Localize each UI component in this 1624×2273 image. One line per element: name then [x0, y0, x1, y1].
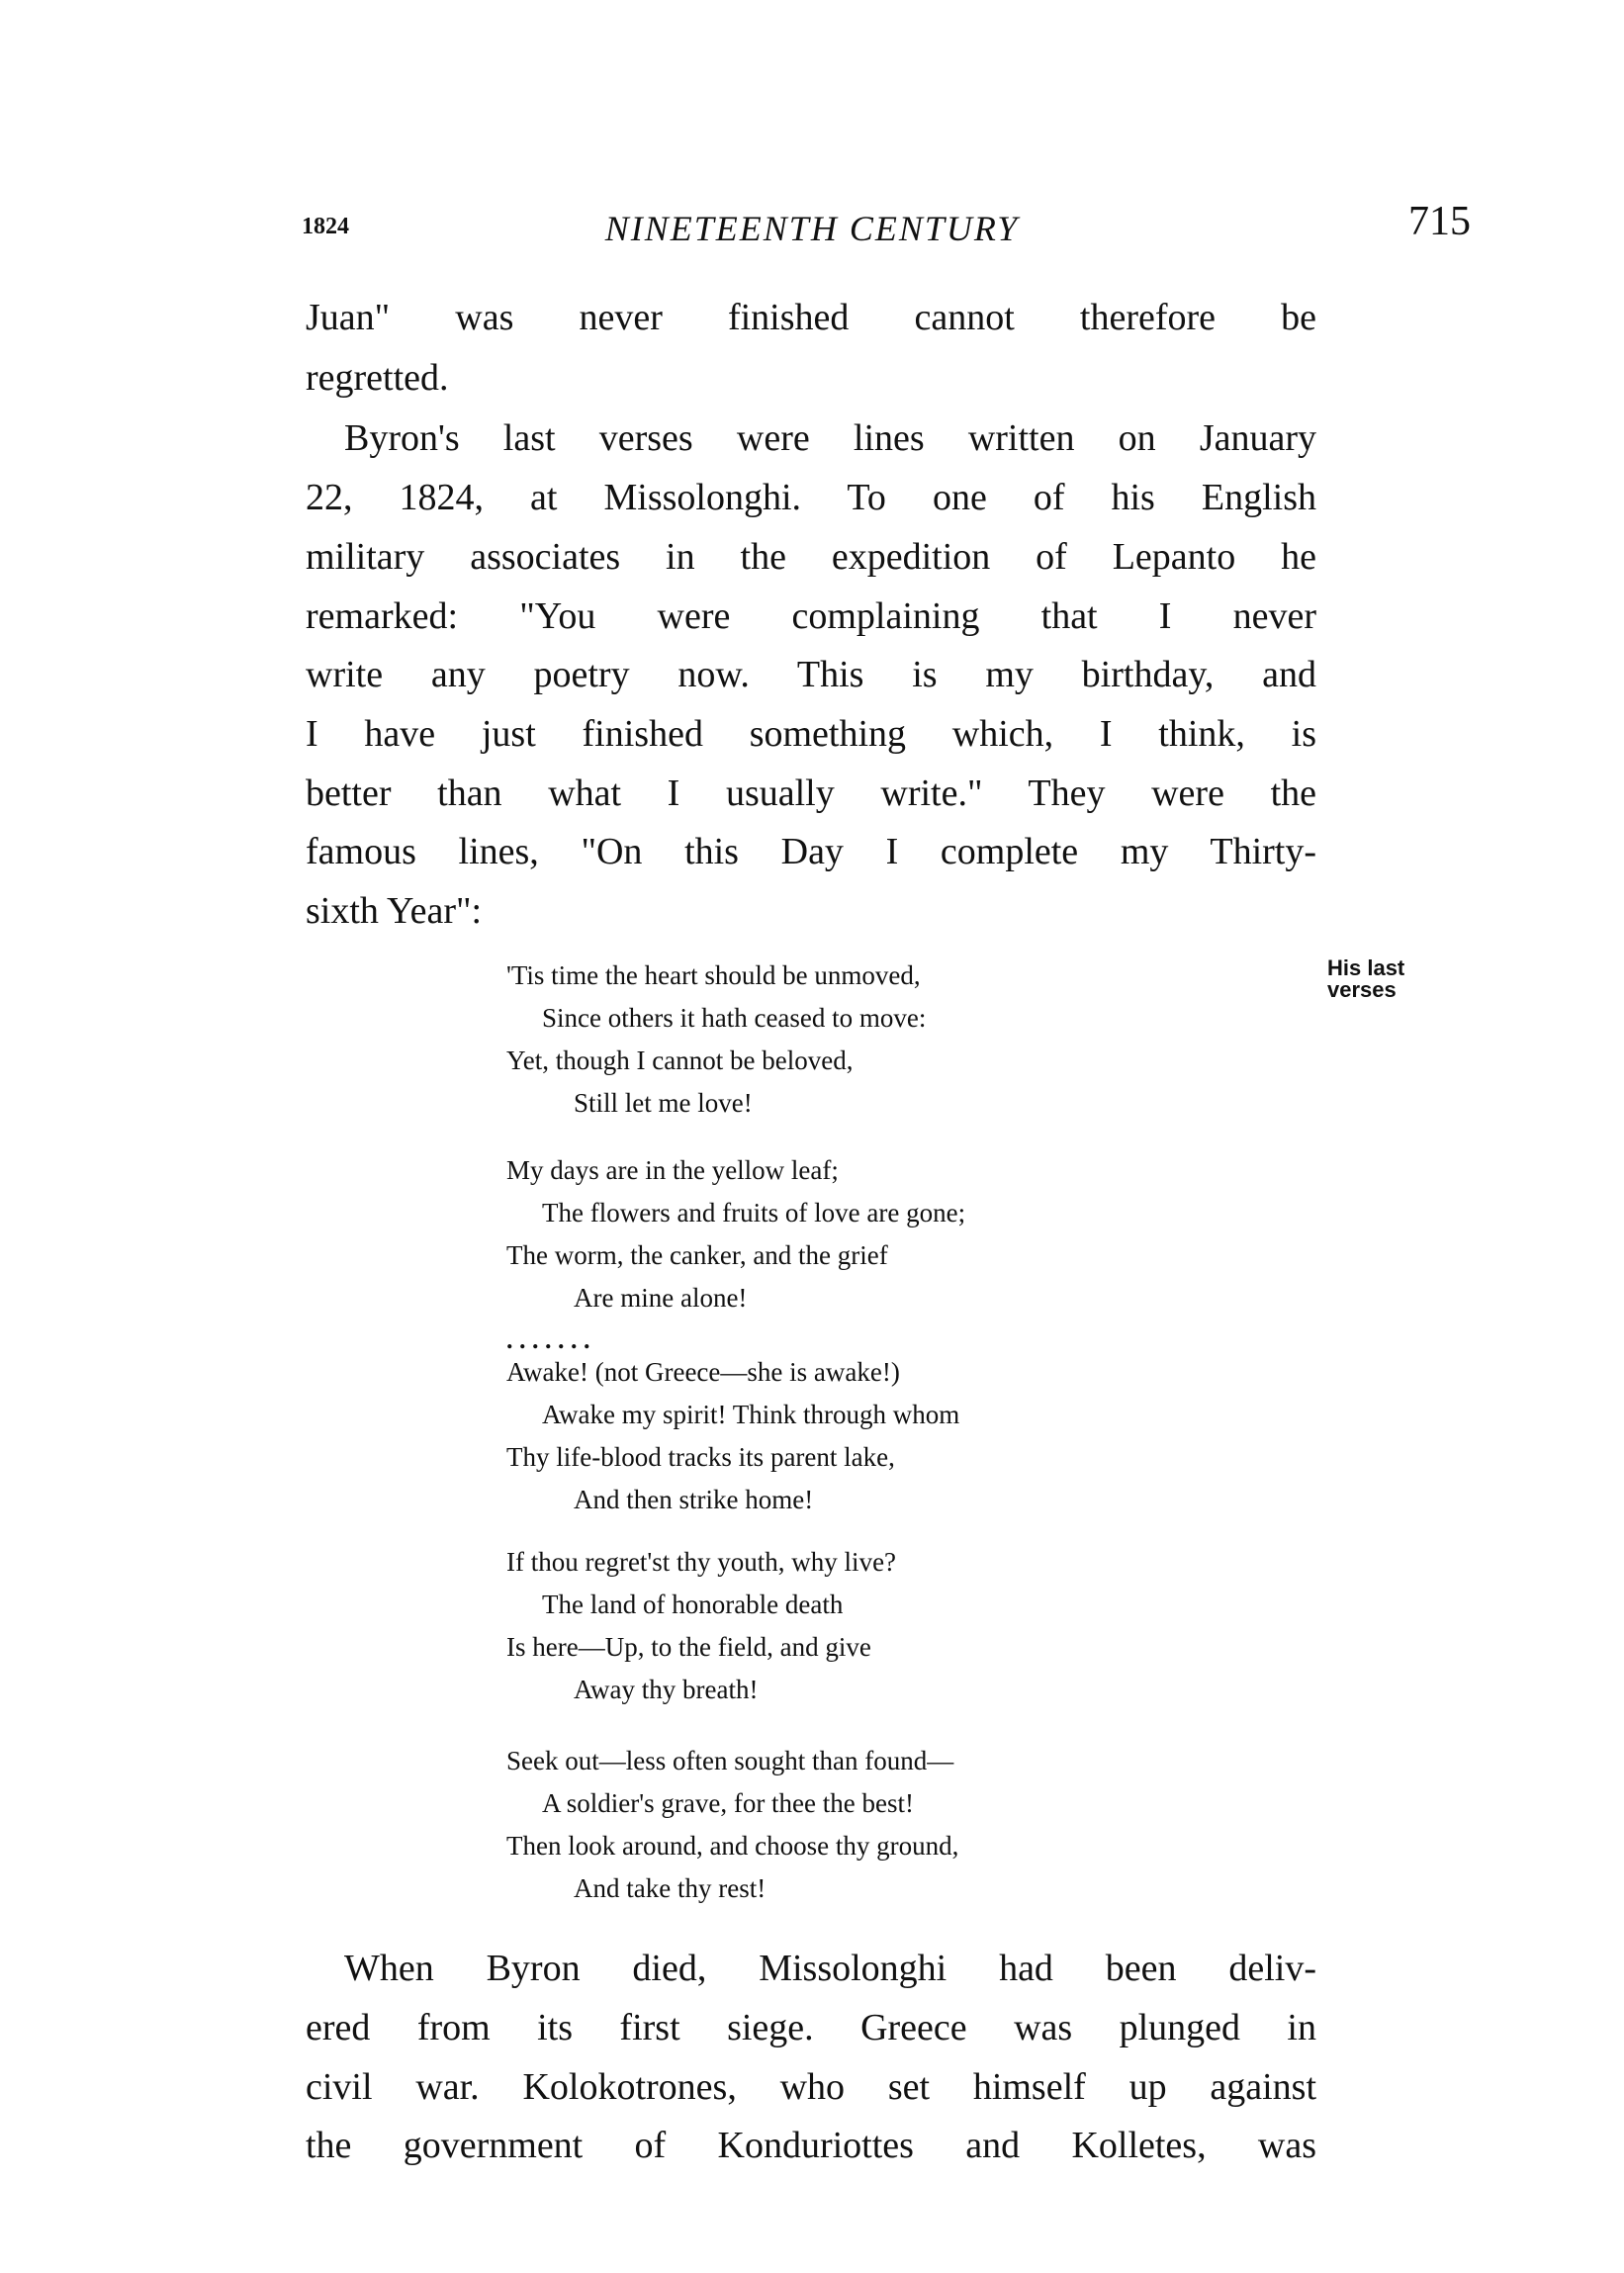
body-line: Juan" was never finished cannot therefore be	[306, 297, 1316, 338]
marginal-note-line: His last	[1327, 955, 1405, 980]
body-line: ered from its first siege. Greece was plunged in	[306, 2007, 1316, 2048]
poem-line: A soldier's grave, for thee the best!	[542, 1788, 914, 1818]
poem-line: Awake! (not Greece—she is awake!)	[506, 1357, 900, 1387]
poem-line: The flowers and fruits of love are gone;	[542, 1198, 966, 1227]
poem-line: The land of honorable death	[542, 1590, 844, 1619]
poem-line: Since others it hath ceased to move:	[542, 1003, 927, 1033]
poem-line: Is here—Up, to the field, and give	[506, 1632, 871, 1662]
body-line: military associates in the expedition of Lepanto he	[306, 536, 1316, 578]
poem-line: Seek out—less often sought than found—	[506, 1746, 954, 1775]
poem-line: Are mine alone!	[574, 1283, 748, 1313]
poem-line: 'Tis time the heart should be unmoved,	[506, 960, 921, 990]
poem-line: And take thy rest!	[574, 1873, 767, 1903]
poem-line: And then strike home!	[574, 1485, 814, 1514]
body-line: 22, 1824, at Missolonghi. To one of his English	[306, 477, 1316, 518]
body-line: Byron's last verses were lines written on January	[344, 417, 1316, 459]
body-line: civil war. Kolokotrones, who set himself up against	[306, 2066, 1316, 2108]
body-line: When Byron died, Missolonghi had been deliv-	[344, 1948, 1316, 1989]
body-line: remarked: "You were complaining that I never	[306, 595, 1316, 637]
poem-line: Yet, though I cannot be beloved,	[506, 1046, 854, 1075]
body-line: write any poetry now. This is my birthday, and	[306, 654, 1316, 695]
marginal-note	[1327, 957, 1404, 1001]
poem-line: Awake my spirit! Think through whom	[542, 1400, 960, 1429]
ellipsis-row: . . . . . . .	[506, 1325, 590, 1354]
poem-line: Then look around, and choose thy ground,	[506, 1831, 959, 1861]
poem-line: The worm, the canker, and the grief	[506, 1240, 888, 1270]
poem-line: Still let me love!	[574, 1088, 753, 1118]
poem-line: Thy life-blood tracks its parent lake,	[506, 1442, 895, 1472]
poem-line: My days are in the yellow leaf;	[506, 1155, 839, 1185]
marginal-note-line: verses	[1327, 977, 1397, 1002]
page-number: 715	[1408, 199, 1471, 244]
body-line: sixth Year":	[306, 890, 483, 932]
body-line: regretted.	[306, 357, 449, 399]
poem-line: If thou regret'st thy youth, why live?	[506, 1547, 897, 1577]
body-line: famous lines, "On this Day I complete my Thirty-	[306, 831, 1316, 872]
running-head-year: 1824	[302, 214, 349, 239]
running-head-title: NINETEENTH CENTURY	[604, 209, 1020, 248]
body-line: better than what I usually write." They were the	[306, 773, 1316, 814]
poem-line: Away thy breath!	[574, 1675, 759, 1704]
body-line: the government of Konduriottes and Kolletes, was	[306, 2125, 1316, 2166]
body-line: I have just finished something which, I think, is	[306, 713, 1316, 755]
